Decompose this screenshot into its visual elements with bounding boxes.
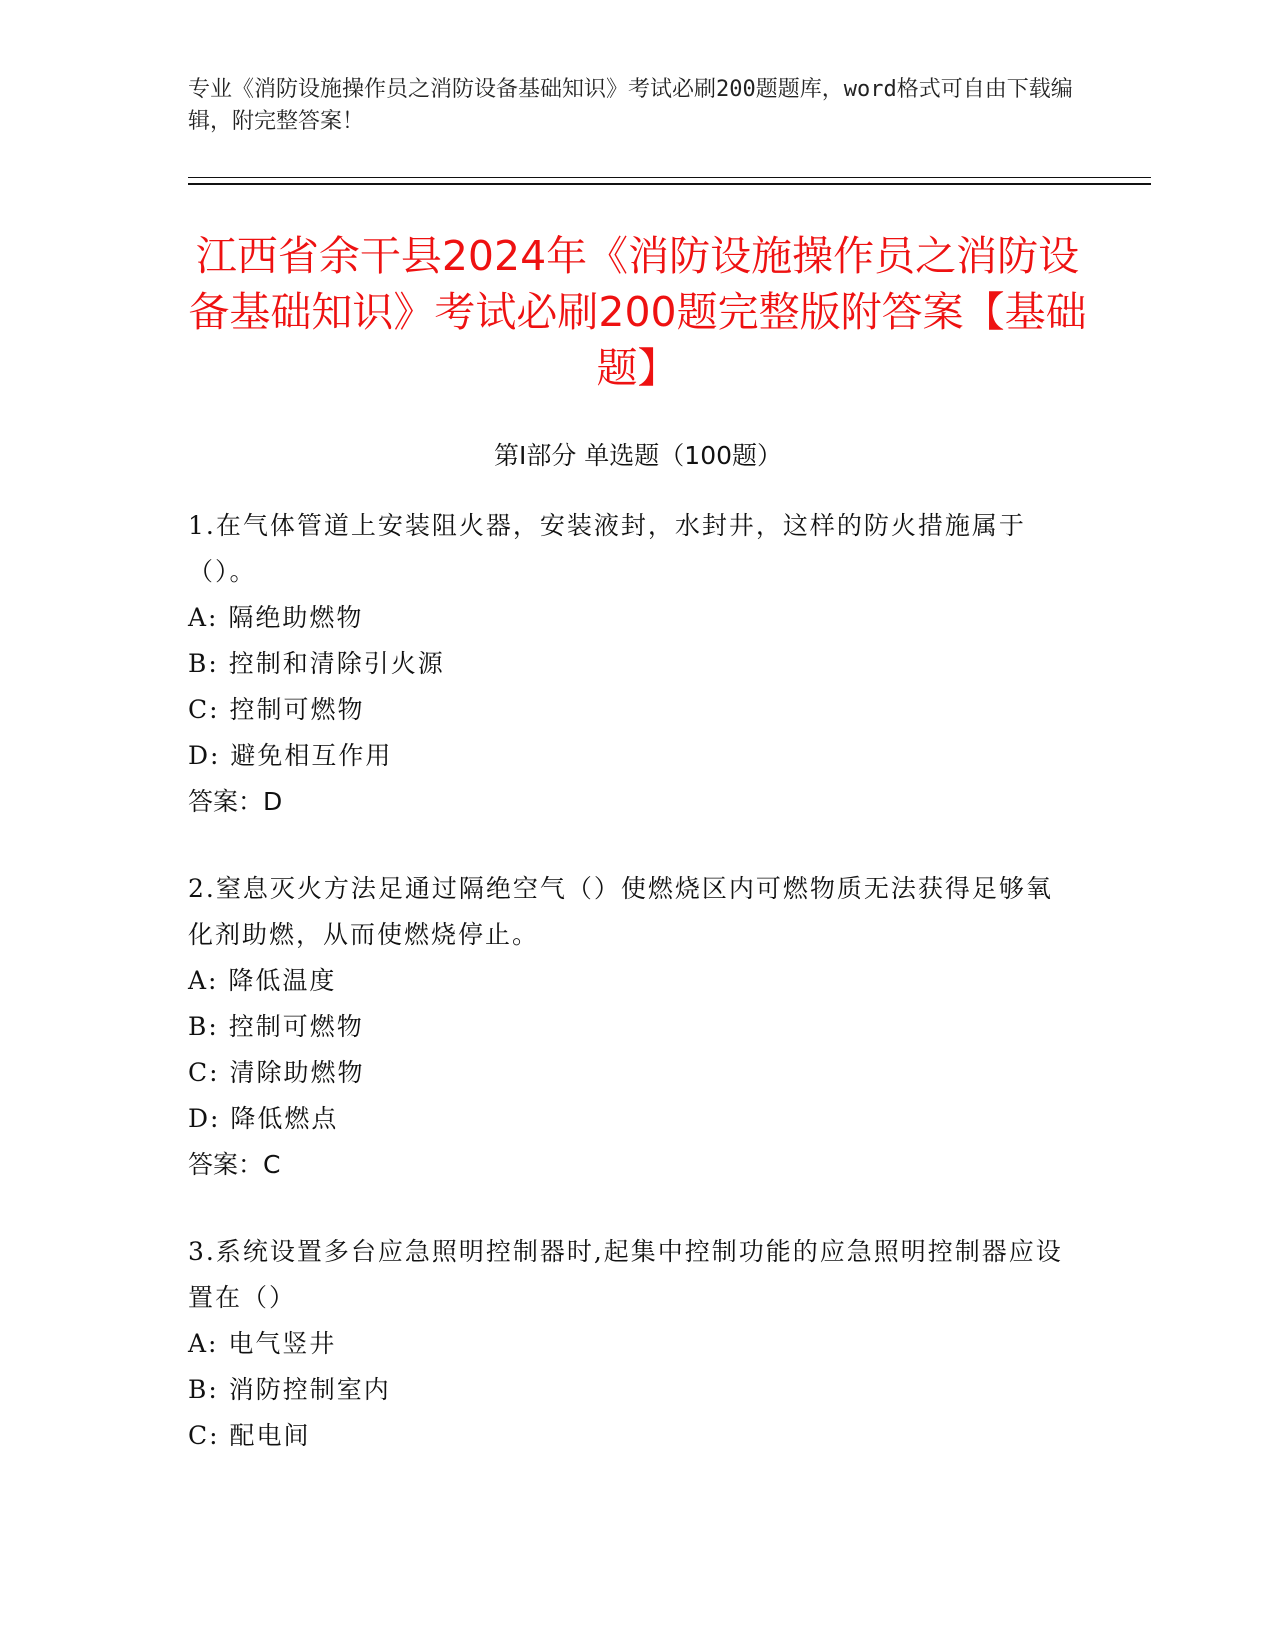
question-2: [188, 866, 1068, 1188]
option-b: B: 控制可燃物: [188, 1012, 364, 1041]
document-title: 江西省余干县2024年《消防设施操作员之消防设备基础知识》考试必刷200题完整版附答案【基础题】: [188, 232, 1087, 392]
option-a: A: 电气竖井: [188, 1329, 337, 1358]
option-d: D: 避免相互作用: [188, 741, 393, 770]
question-1: [188, 503, 1068, 825]
header-divider-thick: [188, 183, 1151, 185]
question-stem: 3.系统设置多台应急照明控制器时,起集中控制功能的应急照明控制器应设置在（）: [188, 1237, 1063, 1312]
option-b: B: 消防控制室内: [188, 1375, 391, 1404]
question-3: [188, 1229, 1068, 1459]
answer: 答案：D: [188, 787, 283, 816]
answer: 答案：C: [188, 1150, 281, 1179]
header-divider-thin: [188, 177, 1151, 178]
option-c: C: 清除助燃物: [188, 1058, 365, 1087]
option-c: C: 配电间: [188, 1421, 311, 1450]
option-c: C: 控制可燃物: [188, 695, 365, 724]
header-note: 专业《消防设施操作员之消防设备基础知识》考试必刷200题题库，word格式可自由下载编辑，附完整答案！: [188, 77, 1073, 134]
question-stem: 1.在气体管道上安装阻火器，安装液封，水封井，这样的防火措施属于（）。: [188, 511, 1026, 586]
section-heading: 第Ⅰ部分 单选题（100题）: [493, 441, 783, 470]
question-stem: 2.窒息灭火方法足通过隔绝空气（）使燃烧区内可燃物质无法获得足够氧化剂助燃，从而使燃烧停止。: [188, 874, 1053, 949]
option-b: B: 控制和清除引火源: [188, 649, 445, 678]
option-a: A: 隔绝助燃物: [188, 603, 364, 632]
option-a: A: 降低温度: [188, 966, 337, 995]
option-d: D: 降低燃点: [188, 1104, 339, 1133]
